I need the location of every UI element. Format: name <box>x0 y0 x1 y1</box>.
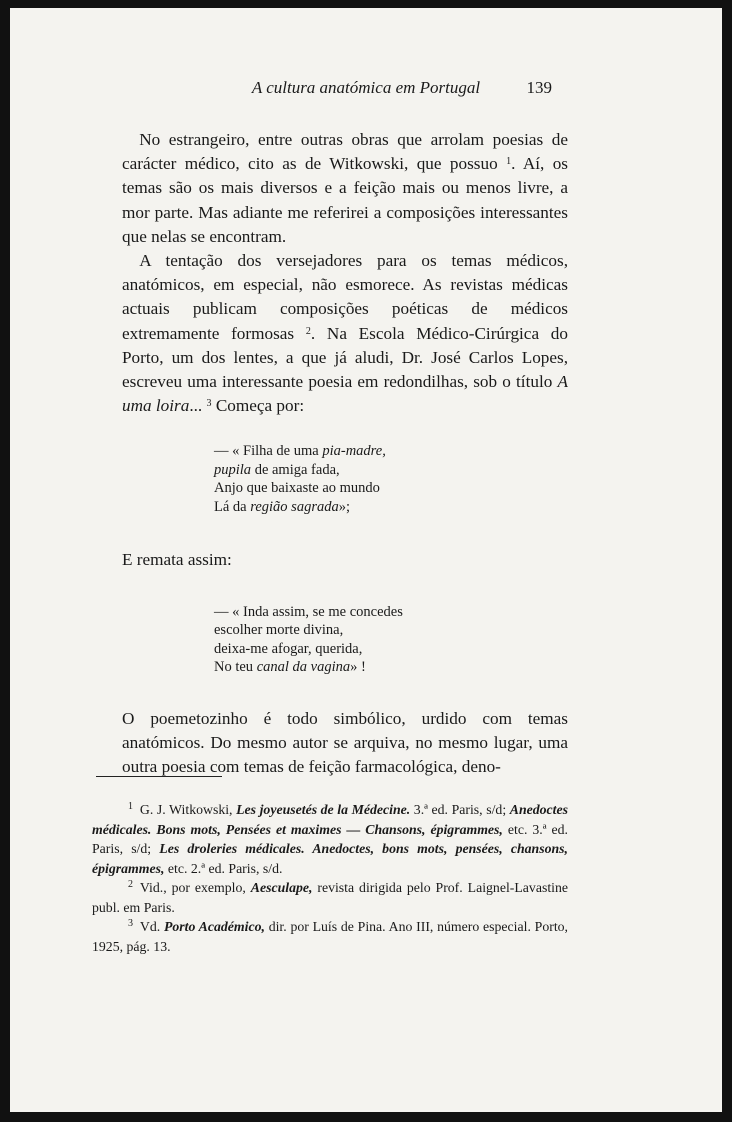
verse-line: pupila de amiga fada, <box>214 461 340 478</box>
main-text <box>122 128 568 779</box>
footnote-ref-1[interactable]: 1 <box>506 156 512 168</box>
book-page <box>10 8 722 1112</box>
footnote-ref-2[interactable]: 2 <box>305 325 311 337</box>
verse-line: Anjo que baixaste ao mundo <box>214 480 380 497</box>
verse-line: — « Filha de uma pia-madre, <box>214 443 386 460</box>
footnote-ref-3[interactable]: 3 <box>206 398 212 410</box>
verse-line: — « Inda assim, se me concedes <box>214 603 403 620</box>
verse-quote-1 <box>214 442 568 516</box>
verse-line: No teu canal da vagina» ! <box>214 659 366 676</box>
paragraph-4: O poemetozinho é todo simbólico, urdido com temas anatómicos. Do mesmo autor se arquiva, no mesmo lugar, uma outra poesia com temas de feição farmacológica, deno- <box>122 708 568 777</box>
page-number: 139 <box>526 78 552 97</box>
paragraph-1: No estrangeiro, entre outras obras que arrolam poesias de carácter médico, cito as de Witkowski, que possuo $^1$. Aí, os temas são os mais diversos e a feição mais ou menos livre, a mor parte. Mas adiante me referirei a composições interessantes que nelas se encontram. <box>122 130 568 246</box>
running-title: A cultura anatómica em Portugal <box>251 78 481 97</box>
footnote-2: $^2$ Vid., por exemplo, Aesculape, revista dirigida pelo Prof. Laignel-Lavastine publ. em Paris. <box>92 879 569 915</box>
running-header <box>10 78 722 102</box>
poem-title: A uma loira <box>122 372 568 416</box>
paragraph-2: A tentação dos versejadores para os temas médicos, anatómicos, em especial, não esmorece. As revistas médicas actuais publicam composições poéticas de médicos extremamente formosas $^2$. Na Escola Médico-Cirúrgica do Porto, um dos lentes, a que já aludi, Dr. José Carlos Lopes, escreveu uma interessante poesia em redondilhas, sob o título A uma loira... $^3$ Começa por: <box>122 251 568 416</box>
verse-line: Lá da região sagrada»; <box>214 498 350 515</box>
verse-line: deixa-me afogar, querida, <box>214 640 363 657</box>
verse-quote-2 <box>214 603 568 677</box>
verse-line: escolher morte divina, <box>214 622 344 639</box>
footnotes <box>92 800 568 956</box>
paragraph-3: E remata assim: <box>122 550 232 570</box>
footnote-divider <box>96 776 222 777</box>
footnote-3: $^3$ Vd. Porto Académico, dir. por Luís de Pina. Ano III, número especial. Porto, 1925, pág. 13. <box>92 918 568 954</box>
footnote-1: $^1$ G. J. Witkowski, Les joyeusetés de la Médecine. 3.ª ed. Paris, s/d; Anedoctes médicales. Bons mots, Pensées et maximes — Chansons, épigrammes, etc. 3.ª ed. Paris, s/d; Les droleries médicales. Anedoctes, bons mots, pensées, chansons, épigrammes, etc. 2.ª ed. Paris, s/d. <box>92 801 568 876</box>
